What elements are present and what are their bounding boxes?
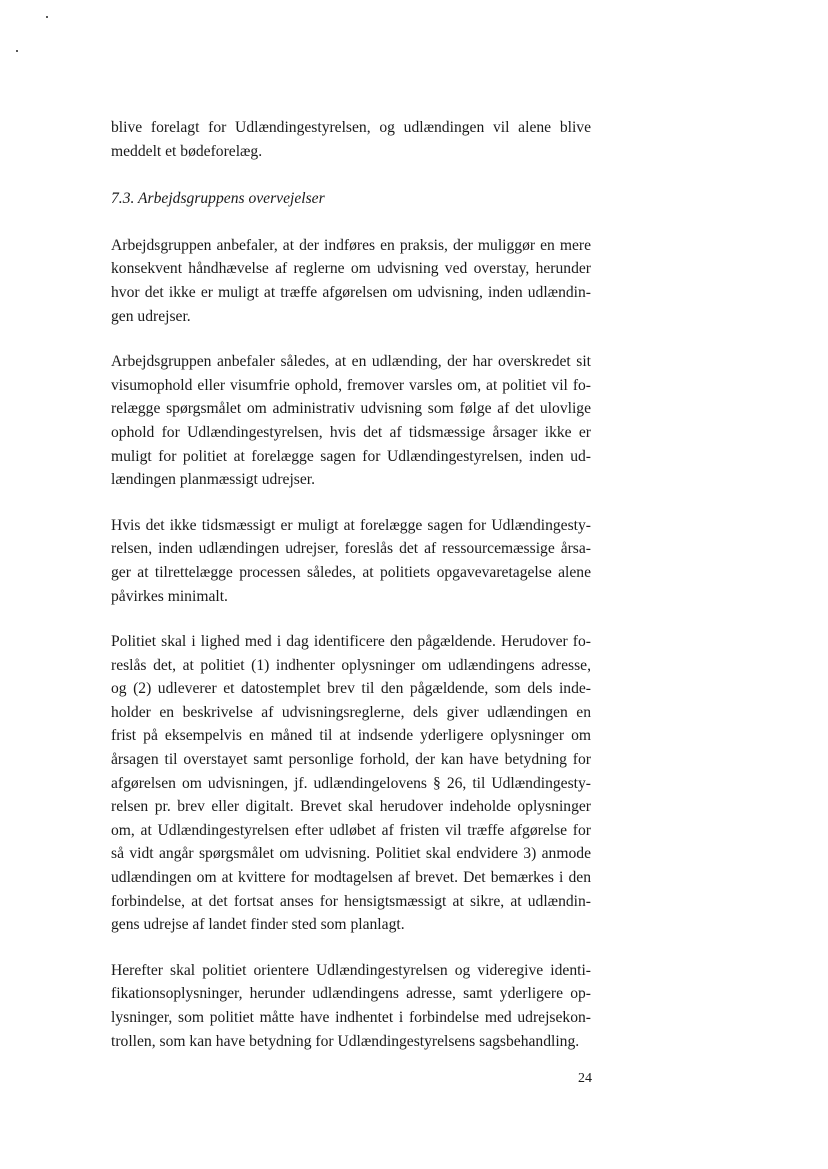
scan-speck (46, 16, 48, 18)
text-line: reslås det, at politiet (1) indhenter oplysninger om udlændingens adresse, (111, 656, 591, 674)
text-line: ophold for Udlændingestyrelsen, hvis det af tidsmæssige årsager ikke er (111, 423, 591, 441)
text-line: udlændingen om at kvittere for modtagelsen af brevet. Det bemærkes i den (111, 869, 591, 887)
text-line: relsen, inden udlændingen udrejser, foreslås det af ressourcemæssige årsa- (111, 540, 591, 558)
text-line: relsen pr. brev eller digitalt. Brevet skal herudover indeholde oplysninger (111, 798, 591, 816)
text-line: lysninger, som politiet måtte have indhentet i forbindelse med udrejsekon- (111, 1009, 591, 1026)
section-heading: 7.3. Arbejdsgruppens overvejelser (111, 190, 325, 208)
text-line: Hvis det ikke tidsmæssigt er muligt at forelægge sagen for Udlændingesty- (111, 516, 591, 534)
text-line: blive forelagt for Udlændingestyrelsen, og udlændingen vil alene blive (111, 119, 591, 136)
text-line: fikationsoplysninger, herunder udlændingens adresse, samt yderligere op- (111, 985, 591, 1003)
text-line: og (2) udleverer et datostemplet brev til den pågældende, som dels inde- (111, 680, 591, 698)
paragraph (111, 234, 591, 328)
page-number: 24 (578, 1071, 592, 1086)
text-line: gens udrejse af landet finder sted som planlagt. (111, 916, 405, 934)
text-line: Arbejdsgruppen anbefaler, at der indføres en praksis, der muliggør en mere (111, 236, 591, 254)
paragraph-continued (111, 116, 591, 163)
text-line: årsagen til overstayet samt personlige forhold, der kan have betydning for (111, 751, 591, 769)
text-line: påvirkes minimalt. (111, 587, 228, 605)
text-line: gen udrejser. (111, 307, 191, 325)
paragraph (111, 350, 591, 492)
text-line: afgørelsen om udvisningen, jf. udlændingelovens § 26, til Udlændingesty- (111, 774, 591, 792)
text-line: frist på eksempelvis en måned til at indsende yderligere oplysninger om (111, 727, 591, 745)
text-line: forbindelse, at det fortsat anses for hensigtsmæssigt at sikre, at udlændin- (111, 892, 591, 910)
text-line: om, at Udlændingestyrelsen efter udløbet af fristen vil træffe afgørelse for (111, 821, 591, 839)
text-line: trollen, som kan have betydning for Udlændingestyrelsens sagsbehandling. (111, 1032, 580, 1050)
text-line: muligt for politiet at forelægge sagen for Udlændingestyrelsen, inden ud- (111, 447, 591, 465)
text-line: visumophold eller visumfrie ophold, fremover varsles om, at politiet vil fo- (111, 376, 591, 394)
text-line: hvor det ikke er muligt at træffe afgørelsen om udvisning, inden udlændin- (111, 283, 591, 301)
paragraph (111, 630, 591, 937)
text-line: så vidt angår spørgsmålet om udvisning. Politiet skal endvidere 3) anmode (111, 845, 591, 863)
text-line: Arbejdsgruppen anbefaler således, at en udlænding, der har overskredet sit (111, 353, 591, 371)
text-line: konsekvent håndhævelse af reglerne om udvisning ved overstay, herunder (111, 260, 591, 278)
scan-speck (16, 50, 18, 52)
text-line: Politiet skal i lighed med i dag identificere den pågældende. Herudover fo- (111, 633, 591, 651)
text-line: relægge spørgsmålet om administrativ udvisning som følge af det ulovlige (111, 400, 591, 418)
text-line: ger at tilrettelægge processen således, at politiets opgavevaretagelse alene (111, 563, 591, 581)
text-line: Herefter skal politiet orientere Udlændingestyrelsen og videregive identi- (111, 961, 591, 979)
paragraph (111, 959, 591, 1053)
text-line: meddelt et bødeforelæg. (111, 142, 263, 160)
paragraph (111, 514, 591, 608)
text-line: lændingen planmæssigt udrejser. (111, 471, 316, 489)
text-line: holder en beskrivelse af udvisningsreglerne, dels giver udlændingen en (111, 703, 591, 721)
page-body (111, 116, 591, 1075)
